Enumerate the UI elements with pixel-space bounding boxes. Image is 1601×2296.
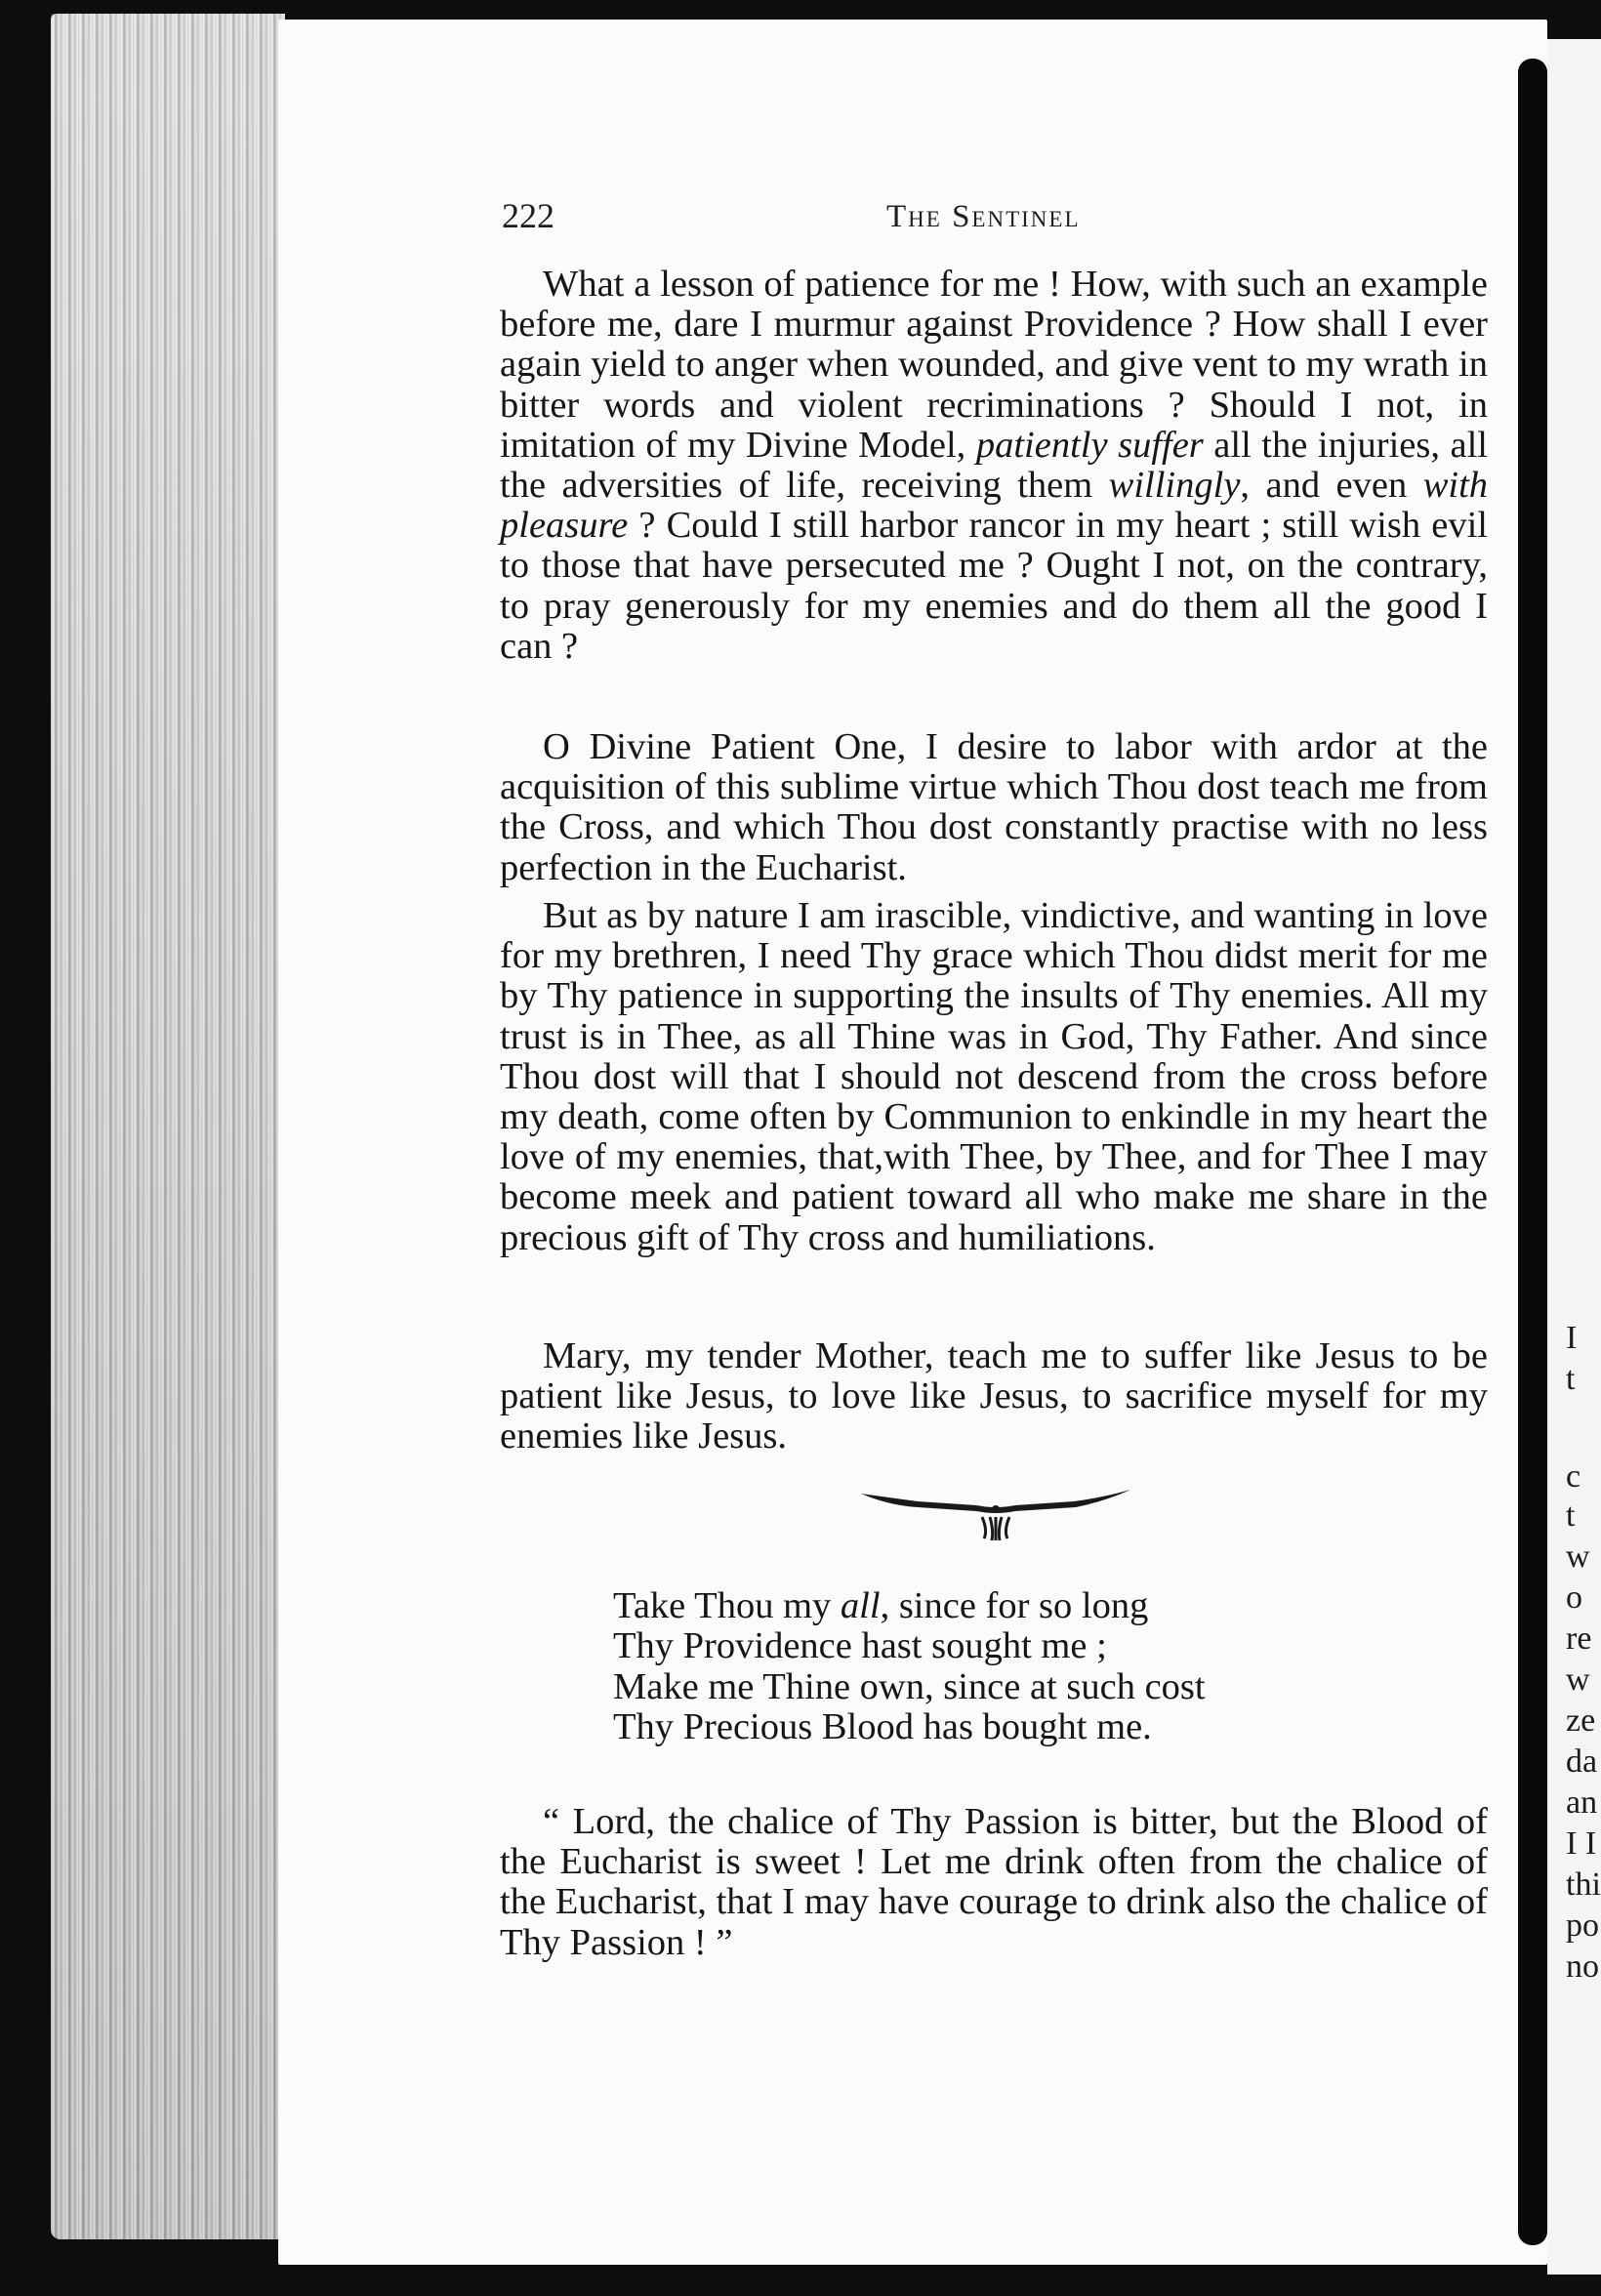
facing-page-fragment: w: [1566, 1661, 1590, 1698]
verse-line-3: Make me Thine own, since at such cost: [613, 1666, 1206, 1707]
italic-phrase: patiently suffer: [975, 424, 1204, 466]
paragraph-4: Mary, my tender Mother, teach me to suffer like Jesus to be patient like Jesus, to love like Jesus, to sacrifice myself for my enemies like Jesus.: [500, 1335, 1488, 1457]
facing-page-fragment: w: [1566, 1538, 1590, 1575]
facing-page-fragment: t: [1566, 1361, 1576, 1397]
facing-page-fragment: ze: [1566, 1702, 1596, 1739]
running-head-title: The Sentinel: [886, 199, 1081, 234]
facing-page-fragment: I: [1566, 1320, 1578, 1356]
facing-page-fragment: re: [1566, 1620, 1592, 1657]
italic-phrase: willingly: [1108, 465, 1241, 507]
facing-page-fragment: thi: [1566, 1866, 1601, 1903]
paragraph-1: What a lesson of patience for me ! How, with such an example before me, dare I murmur against Providence ? How shall I ever again yield to anger when wounded, and give vent to my wrath in bitter words and violent recriminations ? Should I not, in imitation of my Divine Model, patiently suffer all the injuries, all the adversities of life, receiving them willingly, and even with pleasure ? Could I still harbor rancor in my heart ; still wish evil to those that have persecuted me ? Ought I not, on the contrary, to pray generously for my enemies and do them all the good I can ?: [500, 264, 1489, 667]
facing-page-fragment: c: [1566, 1458, 1581, 1495]
page-edges: [51, 14, 285, 2239]
verse-line-2: Thy Providence hast sought me ;: [613, 1625, 1107, 1666]
ornament-divider-icon: [859, 1484, 1132, 1542]
verse-line-4: Thy Precious Blood has bought me.: [613, 1706, 1152, 1747]
facing-page-fragment: I I: [1566, 1825, 1597, 1862]
facing-page-fragment: t: [1566, 1497, 1576, 1534]
closing-quote: “ Lord, the chalice of Thy Passion is bitter, but the Blood of the Eucharist is sweet ! Let me drink often from the chalice of the Eucharist, that I may have courage to drink also the chalice of Thy Passion ! ”: [500, 1801, 1488, 1963]
page-number: 222: [502, 196, 554, 235]
facing-page-fragment: o: [1566, 1579, 1582, 1616]
book-gutter: [1518, 59, 1547, 2245]
facing-page-fragment: no: [1566, 1948, 1599, 1985]
verse-line-1: Take Thou my all, since for so long: [613, 1585, 1149, 1626]
italic-phrase: with pleasure: [500, 465, 1489, 547]
facing-page-fragment: da: [1566, 1743, 1598, 1780]
facing-page-fragment: po: [1566, 1907, 1599, 1944]
facing-page-fragment: an: [1566, 1784, 1598, 1821]
paragraph-2: O Divine Patient One, I desire to labor with ardor at the acquisition of this sublime virtue which Thou dost teach me from the Cross, and which Thou dost constantly practise with no less perfection in the Eucharist.: [500, 726, 1488, 888]
paragraph-3: But as by nature I am irascible, vindictive, and wanting in love for my brethren, I need Thy grace which Thou didst merit for me by Thy patience in supporting the insults of Thy enemies. All my trust is in Thee, as all Thine was in God, Thy Father. And since Thou dost will that I should not descend from the cross before my death, come often by Communion to enkindle in my heart the love of my enemies, that,with Thee, by Thee, and for Thee I may become meek and patient toward all who make me share in the precious gift of Thy cross and humiliations.: [500, 895, 1488, 1258]
